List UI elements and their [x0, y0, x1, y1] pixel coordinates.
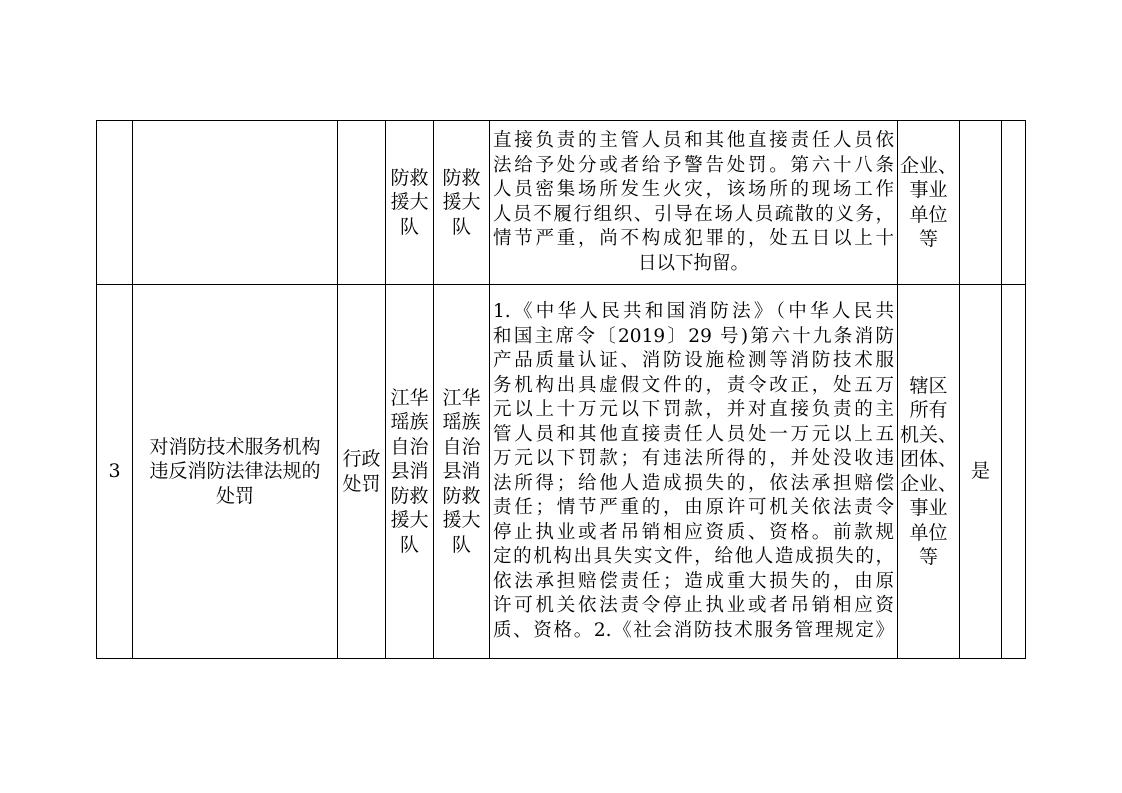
document-table [96, 120, 1026, 659]
category-cell [338, 121, 386, 285]
implementer-cell: 江华 瑶族 自治 县消 防救 援大 队 [386, 285, 434, 659]
handler-cell: 防救 援大 队 [434, 121, 490, 285]
handler-cell: 江华 瑶族 自治 县消 防救 援大 队 [434, 285, 490, 659]
table-row [97, 285, 1026, 659]
legal-basis-cell: 1.《中华人民共和国消防法》（中华人民共 和国主席令〔2019〕29 号)第六十九条消防 产品质量认证、消防设施检测等消防技术服 务机构出具虚假文件的，责令改正，处五万 元以上十万元以下罚款，并对直接负责的主 管人员和其他直接责任人员处一万元以上五 万元以下罚款；有违法所得的，并处没收违 法所得；给他人造成损失的，依法承担赔偿 责任；情节严重的，由原许可机关依法责令 停止执业或者吊销相应资质、资格。前款规 定的机构出具失实文件，给他人造成损失的， 依法承担赔偿责任；造成重大损失的，由原 许可机关依法责令停止执业或者吊销相应资 质、资格。2.《社会消防技术服务管理规定》 [490, 285, 898, 659]
flag-cell: 是 [960, 285, 1002, 659]
table-row [97, 121, 1026, 285]
note-cell [1002, 285, 1026, 659]
note-cell [1002, 121, 1026, 285]
target-cell: 企业、 事业 单位 等 [898, 121, 960, 285]
flag-cell [960, 121, 1002, 285]
index-cell: 3 [97, 285, 133, 659]
index-cell [97, 121, 133, 285]
item-name-cell [133, 121, 338, 285]
item-name-cell: 对消防技术服务机构 违反消防法律法规的 处罚 [133, 285, 338, 659]
target-cell: 辖区 所有 机关、 团体、 企业、 事业 单位 等 [898, 285, 960, 659]
category-cell: 行政 处罚 [338, 285, 386, 659]
implementer-cell: 防救 援大 队 [386, 121, 434, 285]
legal-basis-cell: 直接负责的主管人员和其他直接责任人员依 法给予处分或者给予警告处罚。第六十八条 人员密集场所发生火灾，该场所的现场工作 人员不履行组织、引导在场人员疏散的义务， 情节严重，尚不构成犯罪的，处五日以上十 日以下拘留。 [490, 121, 898, 285]
